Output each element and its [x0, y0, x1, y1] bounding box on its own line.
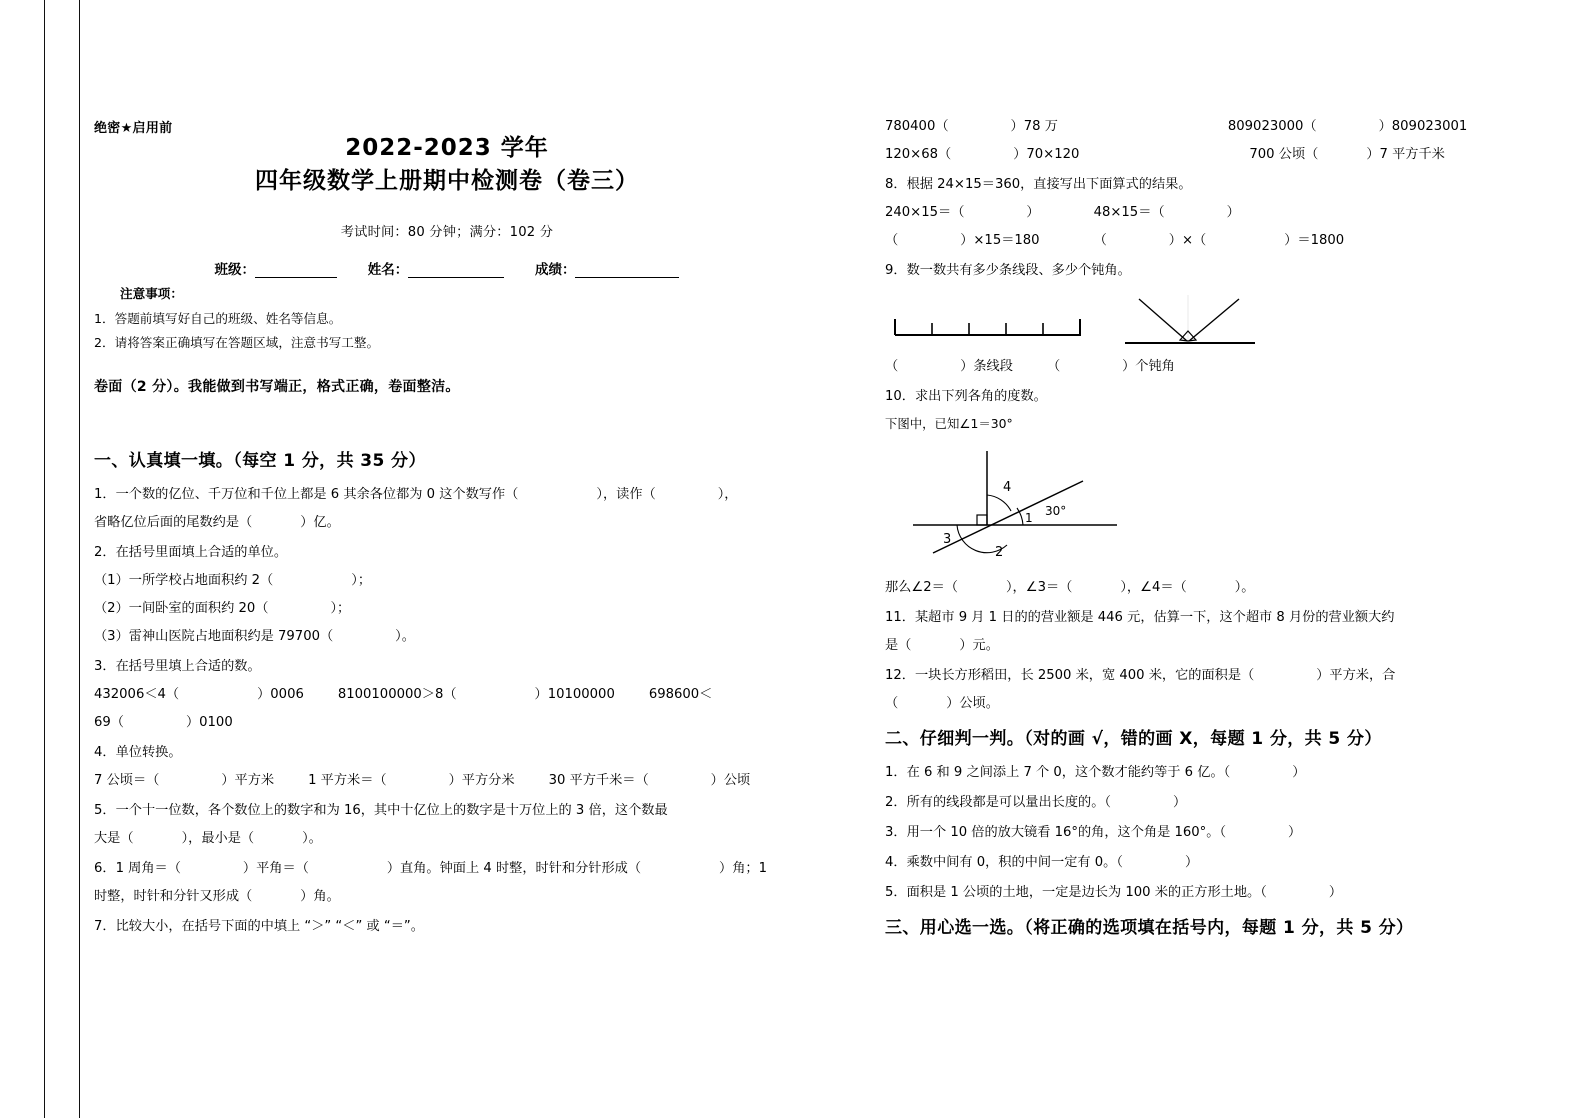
true-false-item-text: 5．面积是 1 公顷的土地，一定是边长为 100 米的正方形土地。（ [885, 885, 1267, 901]
question-7-stem: 7．比较大小，在括号下面的中填上 “＞” “＜” 或 “＝”。 [94, 918, 424, 934]
question-2-sub-2 [94, 595, 806, 623]
q3-text-g: ）0100 [185, 714, 233, 730]
q6-text-c: ）直角。钟面上 4 时整，时针和分针形成（ [386, 860, 642, 876]
compare-row-1 [885, 113, 1493, 141]
q4-text-f: ）公顷 [710, 772, 751, 788]
student-info-row [94, 258, 800, 278]
q11-text-c: ）元。 [959, 638, 999, 654]
question-2-sub-1 [94, 567, 806, 595]
exam-info: 考试时间：80 分钟；满分：102 分 [340, 224, 554, 240]
question-6-line-2 [94, 883, 806, 911]
title-block [94, 132, 800, 240]
q9-text-b: ）条线段 [960, 358, 1013, 374]
q12-text-c: （ [885, 696, 899, 712]
q10-text-d: ）。 [1234, 580, 1255, 596]
cmp1-text-a: 780400（ [885, 119, 949, 134]
compare-row-2 [885, 141, 1493, 169]
question-1-line-2 [94, 509, 806, 537]
note-item-1: 1．答题前填写好自己的班级、姓名等信息。 [94, 310, 342, 326]
question-5-line-2 [94, 825, 806, 853]
page-title-main: 四年级数学上册期中检测卷（卷三） [255, 168, 639, 195]
cmp2-text-a: 120×68（ [885, 146, 952, 162]
question-2-stem: 2．在括号里面填上合适的单位。 [94, 544, 288, 560]
q1-text-e: ）亿。 [300, 514, 340, 530]
true-false-item [885, 849, 1493, 877]
true-false-item-text: 1．在 6 和 9 之间添上 7 个 0，这个数才能约等于 6 亿。（ [885, 765, 1231, 781]
q6-text-d: ）角；1 [719, 860, 767, 876]
q8-text-g: （ [1093, 232, 1107, 248]
q9-text-a: （ [885, 358, 899, 374]
question-8-line-1 [885, 199, 1493, 227]
question-2 [94, 539, 806, 651]
true-false-item-close: ） [1292, 765, 1306, 781]
score-field-blank[interactable] [575, 263, 679, 278]
q2-2-text-a: （2）一间卧室的面积约 20（ [94, 600, 269, 616]
exam-notes [94, 282, 800, 356]
q3-text-c: 8100100000＞8（ [337, 686, 457, 702]
question-11-line-2 [885, 632, 1493, 660]
section-two-heading: 二、仔细判一判。（对的画 √，错的画 X，每题 1 分，共 5 分） [885, 729, 1382, 750]
true-false-item-close: ） [1172, 795, 1187, 811]
question-4-line-1 [94, 767, 806, 795]
q8-text-d: ） [1226, 204, 1240, 220]
question-7-comparisons [885, 113, 1493, 169]
question-9 [885, 257, 1493, 381]
q1-text-d: 省略亿位后面的尾数约是（ [94, 514, 253, 530]
section-one-right-column [885, 113, 1493, 948]
q2-3-text-b: ）。 [395, 628, 415, 644]
cmp2-text-c: 700 公顷（ [1249, 146, 1319, 162]
class-field-blank[interactable] [255, 263, 337, 278]
section-two-items [885, 759, 1493, 907]
q4-text-e: 30 平方千米＝（ [548, 772, 649, 788]
true-false-item-text: 3．用一个 10 倍的放大镜看 16°的角，这个角是 160°。（ [885, 825, 1227, 841]
q9-text-c: （ [1046, 358, 1061, 374]
question-10-answers [885, 574, 1493, 602]
q8-text-c: 48×15＝（ [1093, 204, 1165, 220]
q8-text-i: ）＝1800 [1284, 232, 1345, 248]
question-12-line-1 [885, 662, 1493, 690]
question-6-line-1 [94, 855, 806, 883]
q4-text-a: 7 公顷＝（ [94, 772, 160, 788]
true-false-item-close: ） [1288, 825, 1302, 841]
class-field-label: 班级： [214, 262, 256, 278]
angle-label-4: 4 [1003, 480, 1012, 496]
question-5 [94, 797, 806, 853]
true-false-item [885, 879, 1493, 907]
question-10 [885, 383, 1493, 602]
question-10-given: 下图中，已知∠1＝30° [885, 415, 1013, 431]
question-9-answers [885, 353, 1493, 381]
section-one-left-column [94, 440, 806, 943]
q8-text-b: ） [1026, 204, 1040, 220]
question-12 [885, 662, 1493, 718]
angle-label-3: 3 [943, 532, 952, 548]
question-9-figures [885, 295, 1493, 351]
section-one-heading: 一、认真填一填。（每空 1 分，共 35 分） [94, 451, 426, 471]
question-4-stem: 4．单位转换。 [94, 744, 182, 760]
angle-label-30deg: 30° [1045, 504, 1067, 519]
score-field-label: 成绩： [534, 262, 576, 278]
question-11 [885, 604, 1493, 660]
q6-text-a: 6．1 周角＝（ [94, 860, 181, 876]
cmp2-text-b: ）70×120 [1013, 146, 1080, 162]
binding-marks-column [45, 0, 81, 1118]
true-false-item [885, 759, 1493, 787]
angle-label-1: 1 [1025, 511, 1033, 526]
secret-label: 绝密★启用前 [94, 121, 173, 136]
q12-text-d: ）公顷。 [946, 696, 999, 712]
question-3-line-2 [94, 709, 806, 737]
true-false-item-text: 2．所有的线段都是可以量出长度的。（ [885, 795, 1111, 811]
question-1-line-1 [94, 481, 806, 509]
q2-2-text-b: ）； [330, 600, 351, 616]
q2-1-text-b: ）； [351, 572, 372, 588]
obtuse-angle-figure [1115, 295, 1265, 351]
true-false-item-text: 4．乘数中间有 0，积的中间一定有 0。（ [885, 855, 1123, 871]
angle-label-2: 2 [995, 545, 1004, 561]
q1-text-b: ），读作（ [596, 487, 656, 502]
true-false-item [885, 789, 1493, 817]
question-3 [94, 653, 806, 737]
question-11-line-1: 11．某超市 9 月 1 日的的营业额是 446 元，估算一下，这个超市 8 月份的营业额大约 [885, 610, 1395, 626]
q10-text-b: ），∠3＝（ [1005, 580, 1073, 596]
line-segment-ruler-figure [891, 301, 1091, 351]
q2-1-text-a: （1）一所学校占地面积约 2（ [94, 572, 274, 588]
binding-margin-strip [44, 0, 80, 1118]
q3-text-a: 432006＜4（ [94, 686, 180, 702]
exam-sheet [80, 0, 1583, 1118]
name-field-label: 姓名： [367, 262, 409, 278]
q4-text-b: ）平方米 [221, 772, 275, 788]
q4-text-c: 1 平方米＝（ [308, 772, 387, 788]
question-8-line-2 [885, 227, 1493, 255]
question-6 [94, 855, 806, 911]
q12-text-b: ）平方米，合 [1316, 668, 1396, 684]
true-false-item [885, 819, 1493, 847]
question-10-angle-figure-wrap [885, 443, 1493, 572]
q8-text-e: （ [885, 232, 899, 248]
question-5-line-1: 5．一个十一位数，各个数位上的数字和为 16，其中十亿位上的数字是十万位上的 3 倍，这个数最 [94, 802, 668, 818]
question-4 [94, 739, 806, 795]
question-3-stem: 3．在括号里填上合适的数。 [94, 658, 261, 674]
cmp1-text-c: 809023000（ [1227, 119, 1317, 134]
q3-text-e: 698600＜ [648, 686, 713, 702]
handwriting-score-note: 卷面（2 分）。我能做到书写端正，格式正确，卷面整洁。 [94, 379, 460, 395]
question-8 [885, 171, 1493, 255]
question-12-line-2 [885, 690, 1493, 718]
cmp2-text-d: ）7 平方千米 [1366, 146, 1445, 162]
question-3-line-1 [94, 681, 806, 709]
true-false-item-close: ） [1328, 885, 1342, 901]
q5-text-c: ），最小是（ [181, 830, 255, 846]
q4-text-d: ）平方分米 [448, 772, 515, 788]
page-title-year: 2022-2023 学年 [345, 135, 549, 161]
question-9-stem: 9．数一数共有多少条线段、多少个钝角。 [885, 262, 1131, 278]
q1-text-c: ）， [717, 487, 738, 502]
q10-text-a: 那么∠2＝（ [885, 580, 958, 596]
true-false-item-close: ） [1184, 855, 1199, 871]
question-8-stem: 8．根据 24×15＝360，直接写出下面算式的结果。 [885, 176, 1192, 192]
note-item-2: 2．请将答案正确填写在答题区域，注意书写工整。 [94, 335, 380, 351]
q12-text-a: 12．一块长方形稻田，长 2500 米，宽 400 米，它的面积是（ [885, 668, 1255, 684]
q3-text-d: ）10100000 [534, 686, 615, 702]
q2-3-text-a: （3）雷神山医院占地面积约是 79700（ [94, 628, 334, 644]
notes-title: 注意事项： [120, 286, 183, 301]
cmp1-text-d: ）809023001 [1378, 119, 1468, 134]
q5-text-b: 大是（ [94, 830, 134, 846]
q8-text-h: ）×（ [1168, 232, 1207, 248]
q6-text-b: ）平角＝（ [242, 860, 309, 876]
q3-text-f: 69（ [94, 714, 124, 730]
cmp1-text-b: ）78 万 [1010, 119, 1058, 134]
q3-text-b: ）0006 [257, 686, 304, 702]
q6-text-e: 时整，时针和分针又形成（ [94, 888, 253, 904]
question-2-sub-3 [94, 623, 806, 651]
q9-text-d: ）个钝角 [1122, 358, 1175, 374]
q6-text-f: ）角。 [300, 888, 340, 904]
q8-text-a: 240×15＝（ [885, 204, 965, 220]
q8-text-f: ）×15＝180 [960, 232, 1040, 248]
section-three-heading: 三、用心选一选。（将正确的选项填在括号内，每题 1 分，共 5 分） [885, 918, 1414, 938]
question-10-stem: 10．求出下列各角的度数。 [885, 388, 1047, 404]
q1-text-a: 1．一个数的亿位、千万位和千位上都是 6 其余各位都为 0 这个数写作（ [94, 487, 519, 502]
q5-text-d: ）。 [302, 830, 322, 846]
name-field-blank[interactable] [408, 263, 504, 278]
question-7 [94, 913, 806, 941]
intersecting-lines-angle-figure [899, 443, 1159, 561]
q11-text-b: 是（ [885, 638, 912, 654]
q10-text-c: ），∠4＝（ [1120, 580, 1187, 596]
question-1 [94, 481, 806, 537]
